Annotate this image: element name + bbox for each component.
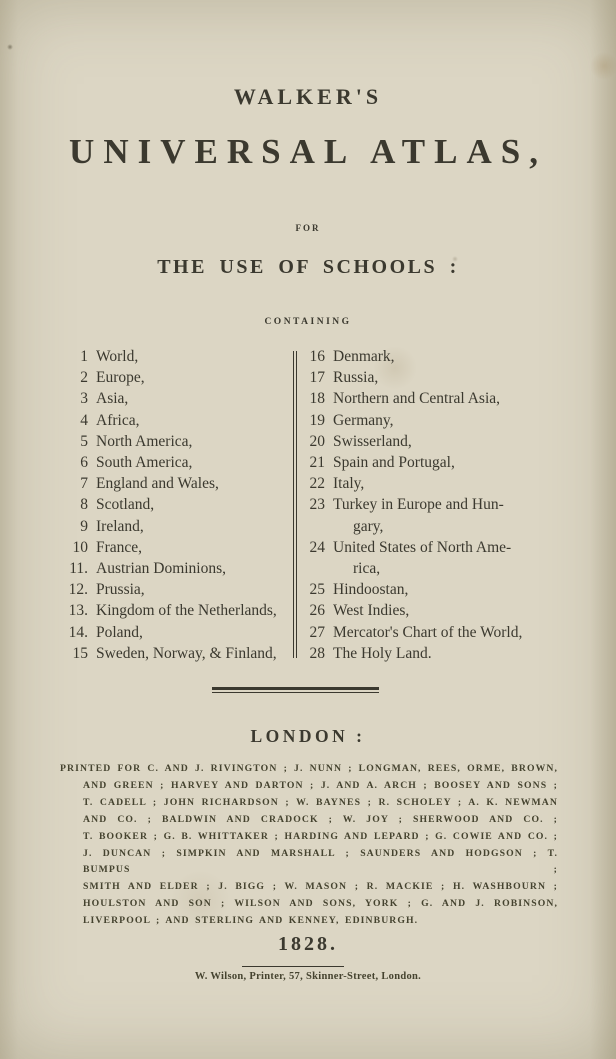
- map-row: [305, 622, 562, 643]
- map-name: [333, 388, 500, 409]
- map-name: Kingdom of the Netherlands,: [96, 602, 277, 620]
- map-name: [333, 473, 364, 494]
- map-name-line: Hindoostan,: [333, 581, 409, 599]
- map-list-right-column: [305, 346, 562, 664]
- map-name-line: Spain and Portugal,: [333, 454, 455, 472]
- map-name-line: Russia,: [333, 369, 379, 387]
- map-name-line: Italy,: [333, 475, 365, 493]
- publication-year: 1828.: [278, 933, 338, 955]
- map-name: World,: [96, 348, 139, 365]
- map-row: [305, 473, 562, 494]
- map-row: [57, 494, 289, 515]
- printer-imprint: W. Wilson, Printer, 57, Skinner-Street, London.: [194, 971, 422, 982]
- map-name-line: The Holy Land.: [333, 644, 432, 662]
- map-row: [305, 537, 562, 579]
- map-number: 8: [80, 496, 88, 514]
- main-title: UNIVERSAL ATLAS,: [69, 132, 547, 171]
- map-row: [305, 579, 562, 600]
- map-name-line: Turkey in Europe and Hun-: [333, 496, 504, 514]
- map-number: 18: [309, 390, 325, 408]
- map-number: 4: [80, 411, 88, 429]
- map-number: 11.: [69, 560, 88, 578]
- map-row: [57, 410, 289, 431]
- containing-label: CONTAINING: [264, 317, 352, 327]
- map-number: 16: [309, 348, 325, 365]
- publisher-line: PRINTED FOR C. AND J. RIVINGTON ; J. NUNN ; LONGMAN, REES, ORME, BROWN,: [60, 763, 558, 774]
- map-name: Prussia,: [96, 581, 145, 599]
- map-number: 3: [80, 390, 88, 408]
- printer-rule: [242, 966, 344, 967]
- map-number: 17: [309, 369, 325, 387]
- map-name: Ireland,: [96, 517, 144, 535]
- map-number: 21: [309, 454, 325, 472]
- map-name-line: Denmark,: [333, 348, 395, 365]
- map-name: [333, 579, 408, 600]
- map-row: [305, 643, 562, 664]
- map-name: Asia,: [96, 390, 129, 408]
- map-row: [57, 516, 289, 537]
- publisher-line: AND GREEN ; HARVEY AND DARTON ; J. AND A. ARCH ; BOOSEY AND SONS ;: [83, 779, 558, 791]
- map-name: [333, 537, 511, 579]
- map-row: [305, 452, 562, 473]
- map-name: [333, 622, 522, 643]
- map-number: 19: [309, 411, 325, 429]
- map-number: 10: [72, 538, 88, 556]
- map-row: [305, 494, 562, 536]
- map-number: 24: [309, 538, 325, 556]
- map-name: [333, 600, 409, 621]
- map-name-line: Northern and Central Asia,: [333, 390, 501, 408]
- section-divider-rule: [212, 687, 379, 694]
- map-number: 27: [309, 623, 325, 641]
- map-name: Poland,: [96, 623, 143, 641]
- map-row: [57, 388, 289, 409]
- map-name: [333, 410, 394, 431]
- map-number: 26: [309, 602, 325, 620]
- subtitle: THE USE OF SCHOOLS :: [157, 256, 459, 278]
- map-name-continuation: gary,: [353, 517, 384, 535]
- map-name: [333, 452, 455, 473]
- map-number: 12.: [68, 581, 88, 599]
- map-name: [333, 346, 395, 367]
- publisher-line: T. CADELL ; JOHN RICHARDSON ; W. BAYNES ; R. SCHOLEY ; A. K. NEWMAN: [83, 796, 558, 808]
- publisher-line: T. BOOKER ; G. B. WHITTAKER ; HARDING AND LEPARD ; G. COWIE AND CO. ;: [83, 830, 558, 842]
- map-name: Africa,: [96, 411, 140, 429]
- author-title: WALKER'S: [233, 84, 383, 109]
- map-row: [305, 346, 562, 367]
- map-number: 6: [80, 454, 88, 472]
- map-row: [57, 558, 289, 579]
- publishers-block: [60, 761, 558, 930]
- map-number: 5: [80, 432, 88, 450]
- map-name: Sweden, Norway, & Finland,: [96, 644, 277, 662]
- map-name: South America,: [96, 454, 193, 472]
- map-name: [333, 431, 412, 452]
- map-name: France,: [96, 538, 143, 556]
- publisher-line: HOULSTON AND SON ; WILSON AND SONS, YORK ; G. AND J. ROBINSON,: [83, 898, 558, 910]
- map-row: [305, 600, 562, 621]
- map-name: Scotland,: [96, 496, 155, 514]
- map-row: [57, 579, 289, 600]
- map-name-continuation: rica,: [353, 560, 381, 578]
- map-row: [57, 473, 289, 494]
- map-row: [57, 367, 289, 388]
- map-name-line: Germany,: [333, 411, 394, 429]
- map-row: [305, 367, 562, 388]
- map-name: Austrian Dominions,: [96, 560, 227, 578]
- map-name: [333, 494, 504, 536]
- map-row: [57, 622, 289, 643]
- map-name-line: Swisserland,: [333, 432, 412, 450]
- map-number: 2: [80, 369, 88, 387]
- map-row: [305, 410, 562, 431]
- map-name: [333, 643, 432, 664]
- map-row: [57, 346, 289, 367]
- map-row: [57, 600, 289, 621]
- map-number: 13.: [68, 602, 88, 620]
- map-number: 22: [309, 475, 325, 493]
- map-number: 9: [80, 517, 88, 535]
- map-number: 1: [80, 348, 88, 365]
- map-number: 25: [309, 581, 325, 599]
- publisher-line: LIVERPOOL ; AND STERLING AND KENNEY, EDINBURGH.: [83, 915, 419, 927]
- map-name-line: West Indies,: [333, 602, 410, 620]
- map-row: [305, 431, 562, 452]
- publisher-line: J. DUNCAN ; SIMPKIN AND MARSHALL ; SAUNDERS AND HODGSON ; T. BUMPUS ;: [83, 847, 558, 876]
- map-number: 14.: [68, 623, 88, 641]
- map-number: 28: [309, 644, 325, 662]
- for-label: FOR: [295, 223, 321, 233]
- map-number: 7: [80, 475, 88, 493]
- map-name: North America,: [96, 432, 193, 450]
- map-row: [57, 537, 289, 558]
- map-row: [57, 431, 289, 452]
- map-name-line: United States of North Ame-: [333, 538, 512, 556]
- map-row: [57, 452, 289, 473]
- publisher-line: AND CO. ; BALDWIN AND CRADOCK ; W. JOY ; SHERWOOD AND CO. ;: [83, 813, 558, 825]
- map-name: [333, 367, 378, 388]
- column-divider-rule: [293, 351, 297, 658]
- map-name: Europe,: [96, 369, 145, 387]
- publisher-line: SMITH AND ELDER ; J. BIGG ; W. MASON ; R. MACKIE ; H. WASHBOURN ;: [83, 881, 558, 893]
- map-name-line: Mercator's Chart of the World,: [333, 623, 523, 641]
- city-heading: LONDON :: [250, 726, 366, 746]
- map-number: 20: [309, 432, 325, 450]
- map-number: 15: [72, 644, 88, 662]
- map-row: [57, 643, 289, 664]
- map-name: England and Wales,: [96, 475, 219, 493]
- map-list-left-column: [57, 346, 289, 664]
- map-row: [305, 388, 562, 409]
- map-number: 23: [309, 496, 325, 514]
